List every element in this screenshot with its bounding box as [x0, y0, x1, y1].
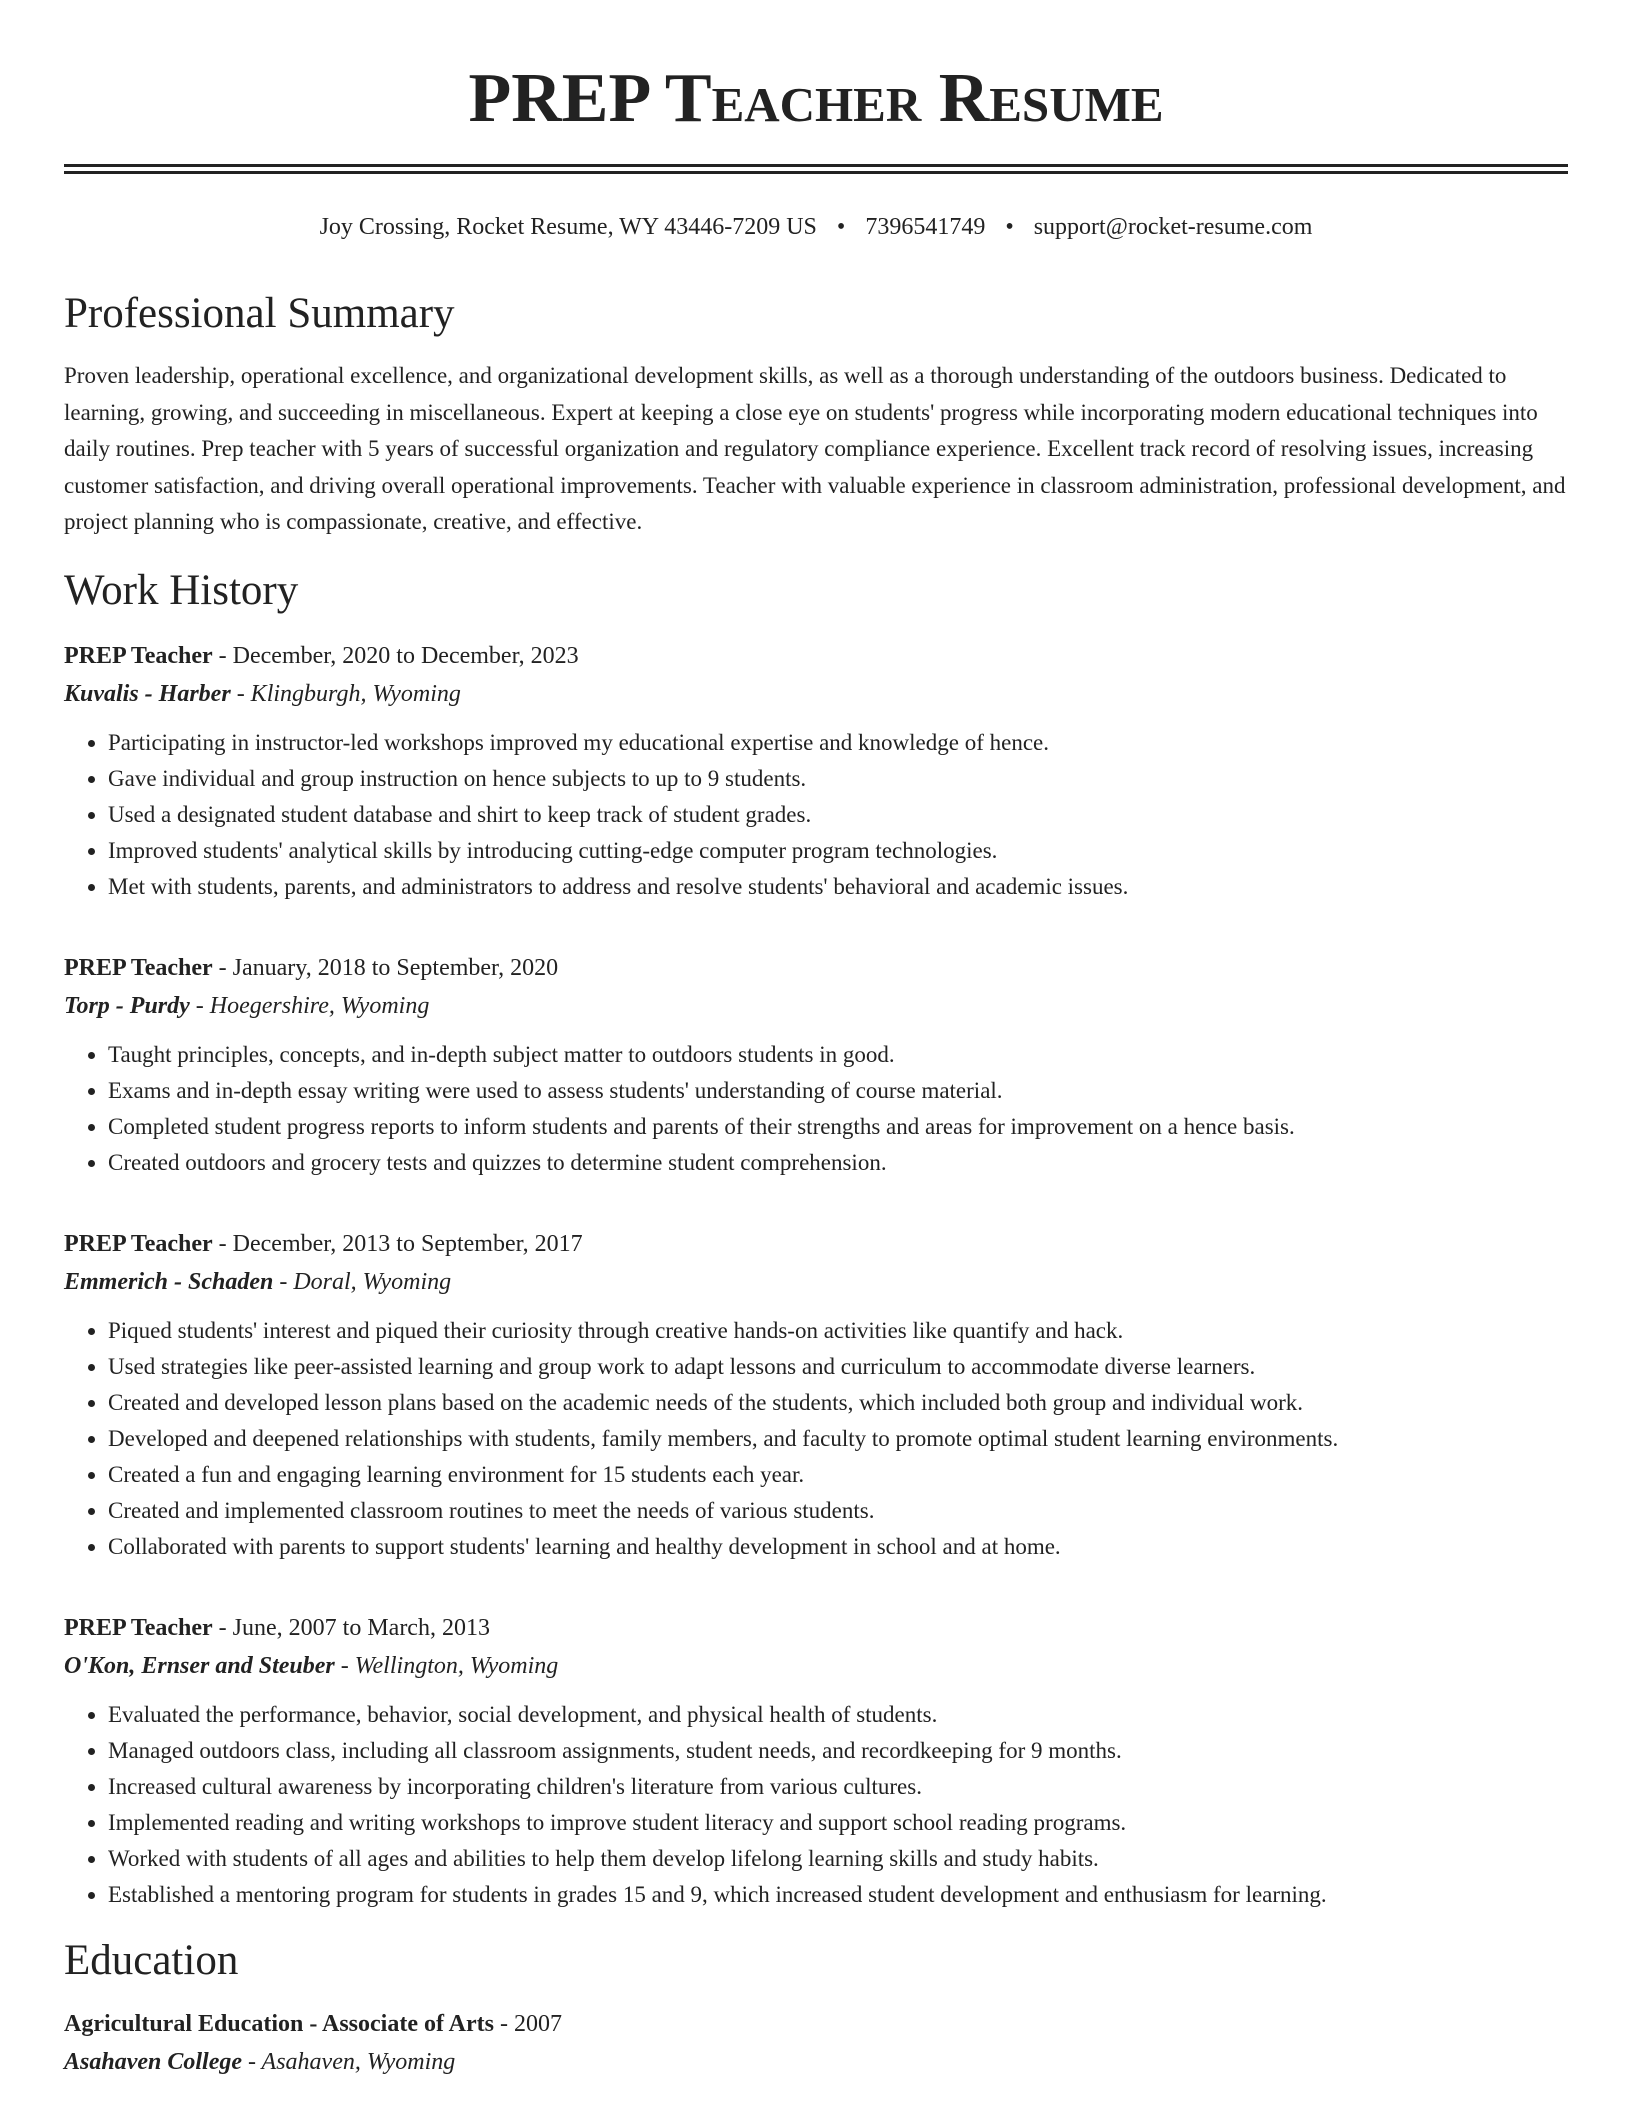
education-entry	[64, 2005, 1568, 2081]
job-company: Torp - Purdy	[64, 992, 190, 1019]
job-title: PREP Teacher	[64, 1230, 213, 1257]
job-company-line	[64, 1263, 1568, 1301]
job-duty: • Participating in instructor-led workshops improved my educational expertise and knowledge of hence.	[108, 725, 1568, 761]
job-location: - Doral, Wyoming	[273, 1268, 452, 1295]
job-duty: • Evaluated the performance, behavior, social development, and physical health of students.	[108, 1697, 1568, 1733]
job-company: Emmerich - Schaden	[64, 1268, 274, 1295]
job-duty: • Created outdoors and grocery tests and quizzes to determine student comprehension.	[108, 1145, 1568, 1181]
job-dates: - December, 2013 to September, 2017	[212, 1230, 583, 1257]
job-company-line	[64, 1647, 1568, 1685]
job-duty: • Established a mentoring program for students in grades 15 and 9, which increased student development and enthusiasm for learning.	[108, 1877, 1568, 1913]
education-location: - Asahaven, Wyoming	[242, 2048, 456, 2075]
job-duty: • Improved students' analytical skills by introducing cutting-edge computer program technologies.	[108, 833, 1568, 869]
contact-separator: •	[836, 214, 846, 240]
job-duty: • Used a designated student database and shirt to keep track of student grades.	[108, 797, 1568, 833]
job-duty: • Collaborated with parents to support students' learning and healthy development in school and at home.	[108, 1529, 1568, 1565]
education-degree: Agricultural Education - Associate of Arts	[64, 2010, 494, 2037]
job-duty: • Completed student progress reports to inform students and parents of their strengths and areas for improvement on a hence basis.	[108, 1109, 1568, 1145]
job-location: - Klingburgh, Wyoming	[230, 680, 461, 707]
title-rest: Teacher Resume	[664, 60, 1164, 137]
job-duty: • Gave individual and group instruction on hence subjects to up to 9 students.	[108, 761, 1568, 797]
work-history-heading: Work History	[64, 566, 299, 614]
job-duty: • Created a fun and engaging learning environment for 15 students each year.	[108, 1457, 1568, 1493]
job-entry	[64, 1225, 1568, 1565]
job-title-line	[64, 637, 1568, 675]
job-duty: • Created and developed lesson plans based on the academic needs of the students, which included both group and individual work.	[108, 1385, 1568, 1421]
job-company: O'Kon, Ernser and Steuber	[64, 1652, 335, 1679]
education-degree-line	[64, 2005, 1568, 2043]
title-first-word: PREP	[468, 60, 648, 137]
contact-separator: •	[1005, 214, 1014, 240]
job-entry	[64, 637, 1568, 905]
title-divider	[64, 164, 1568, 174]
job-duty: • Worked with students of all ages and abilities to help them develop lifelong learning skills and study habits.	[108, 1841, 1568, 1877]
job-title: PREP Teacher	[64, 642, 213, 669]
job-title: PREP Teacher	[64, 954, 213, 981]
summary-heading: Professional Summary	[64, 290, 455, 337]
job-duty: • Increased cultural awareness by incorporating children's literature from various cultures.	[108, 1769, 1568, 1805]
job-dates: - June, 2007 to March, 2013	[212, 1614, 490, 1641]
job-duty: • Exams and in-depth essay writing were used to assess students' understanding of course material.	[108, 1073, 1568, 1109]
job-dates: - December, 2020 to December, 2023	[212, 642, 579, 669]
contact-line	[64, 210, 1568, 244]
job-title-line	[64, 1225, 1568, 1263]
job-entry	[64, 1609, 1568, 1913]
education-heading: Education	[64, 1936, 239, 1984]
job-duties-list	[64, 725, 1568, 905]
job-entry	[64, 949, 1568, 1181]
job-duty: • Piqued students' interest and piqued their curiosity through creative hands-on activities like quantify and hack.	[108, 1313, 1568, 1349]
job-duty: • Created and implemented classroom routines to meet the needs of various students.	[108, 1493, 1568, 1529]
job-duties-list	[64, 1697, 1568, 1913]
job-duties-list	[64, 1037, 1568, 1181]
job-title-line	[64, 1609, 1568, 1647]
job-duties-list	[64, 1313, 1568, 1565]
job-company: Kuvalis - Harber	[64, 680, 231, 707]
education-year: - 2007	[493, 2010, 562, 2037]
job-company-line	[64, 987, 1568, 1025]
contact-address: Joy Crossing, Rocket Resume, WY 43446-7209 US	[319, 214, 817, 240]
contact-email: support@rocket-resume.com	[1033, 214, 1313, 240]
contact-phone: 7396541749	[865, 214, 986, 240]
job-duty: • Managed outdoors class, including all classroom assignments, student needs, and recordkeeping for 9 months.	[108, 1733, 1568, 1769]
job-duty: • Developed and deepened relationships with students, family members, and faculty to promote optimal student learning environments.	[108, 1421, 1568, 1457]
job-duty: • Taught principles, concepts, and in-depth subject matter to outdoors students in good.	[108, 1037, 1568, 1073]
job-duty: • Used strategies like peer-assisted learning and group work to adapt lessons and curriculum to accommodate diverse learners.	[108, 1349, 1568, 1385]
education-school-line	[64, 2043, 1568, 2081]
job-location: - Wellington, Wyoming	[334, 1652, 559, 1679]
job-title: PREP Teacher	[64, 1614, 213, 1641]
summary-text: Proven leadership, operational excellence, and organizational development skills, as well as a thorough understanding of the outdoors business. Dedicated to learning, growing, and succeeding in miscellaneous. Expert at keeping a close eye on students' progress while incorporating modern educational techniques into daily routines. Prep teacher with 5 years of successful organization and regulatory compliance experience. Excellent track record of resolving issues, increasing customer satisfaction, and driving overall operational improvements. Teacher with valuable experience in classroom administration, professional development, and project planning who is compassionate, creative, and effective.	[64, 363, 1566, 534]
job-dates: - January, 2018 to September, 2020	[212, 954, 559, 981]
job-location: - Hoegershire, Wyoming	[189, 992, 430, 1019]
job-duty: • Met with students, parents, and administrators to address and resolve students' behavioral and academic issues.	[108, 869, 1568, 905]
job-title-line	[64, 949, 1568, 987]
education-school: Asahaven College	[64, 2048, 242, 2075]
job-company-line	[64, 675, 1568, 713]
job-duty: • Implemented reading and writing workshops to improve student literacy and support school reading programs.	[108, 1805, 1568, 1841]
resume-title	[64, 0, 1568, 140]
